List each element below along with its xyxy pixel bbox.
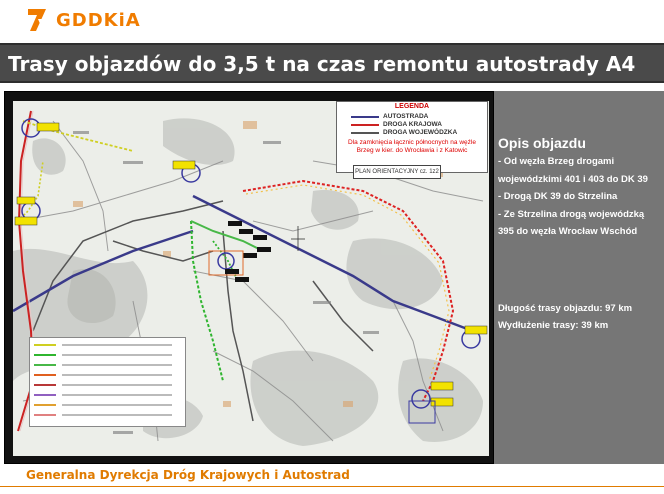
route-step: - Od węzła Brzeg drogami wojewódzkimi 401 i 403 do DK 39 xyxy=(498,156,648,185)
page-title: Trasy objazdów do 3,5 t na czas remontu autostrady A4 xyxy=(8,52,636,76)
title-bar xyxy=(0,43,664,83)
gddkia-logo xyxy=(24,6,141,34)
map-frame xyxy=(4,91,494,464)
legend-item-droga-wojewodzka: DROGA WOJEWÓDZKA xyxy=(351,129,457,136)
detour-extension: Wydłużenie trasy: 39 km xyxy=(498,320,609,331)
detour-map xyxy=(13,101,489,456)
footer-rule xyxy=(0,486,664,487)
route-legend-row xyxy=(34,374,172,376)
legend-item-droga-krajowa: DROGA KRAJOWA xyxy=(351,121,442,128)
route-step: - Ze Strzelina drogą wojewódzką 395 do węzła Wrocław Wschód xyxy=(498,208,645,237)
route-legend-row xyxy=(34,394,172,396)
route-step: - Drogą DK 39 do Strzelina xyxy=(498,191,618,202)
route-legend-row xyxy=(34,414,172,416)
panel-heading: Opis objazdu xyxy=(498,135,586,151)
route-legend xyxy=(29,337,186,427)
footer-text: Generalna Dyrekcja Dróg Krajowych i Autostrad xyxy=(26,468,350,482)
closure-note: Dla zamknięcia łącznic północnych na węźle Brzeg w kier. do Wrocławia i z Katowic xyxy=(348,139,476,154)
description-panel xyxy=(494,91,664,464)
legend-item-autostrada: AUTOSTRADA xyxy=(351,113,428,120)
route-description xyxy=(498,153,658,241)
plan-label: PLAN ORIENTACYJNY cz. 1z2 xyxy=(353,165,441,179)
route-legend-row xyxy=(34,404,172,406)
map-legend xyxy=(336,101,488,173)
route-legend-row xyxy=(34,344,172,346)
gddkia-logo-icon xyxy=(24,7,50,33)
route-legend-row xyxy=(34,364,172,366)
legend-title: LEGENDA xyxy=(394,103,430,110)
route-legend-row xyxy=(34,384,172,386)
route-legend-row xyxy=(34,354,172,356)
brand-name: GDDKiA xyxy=(56,9,141,31)
detour-length: Długość trasy objazdu: 97 km xyxy=(498,303,633,314)
